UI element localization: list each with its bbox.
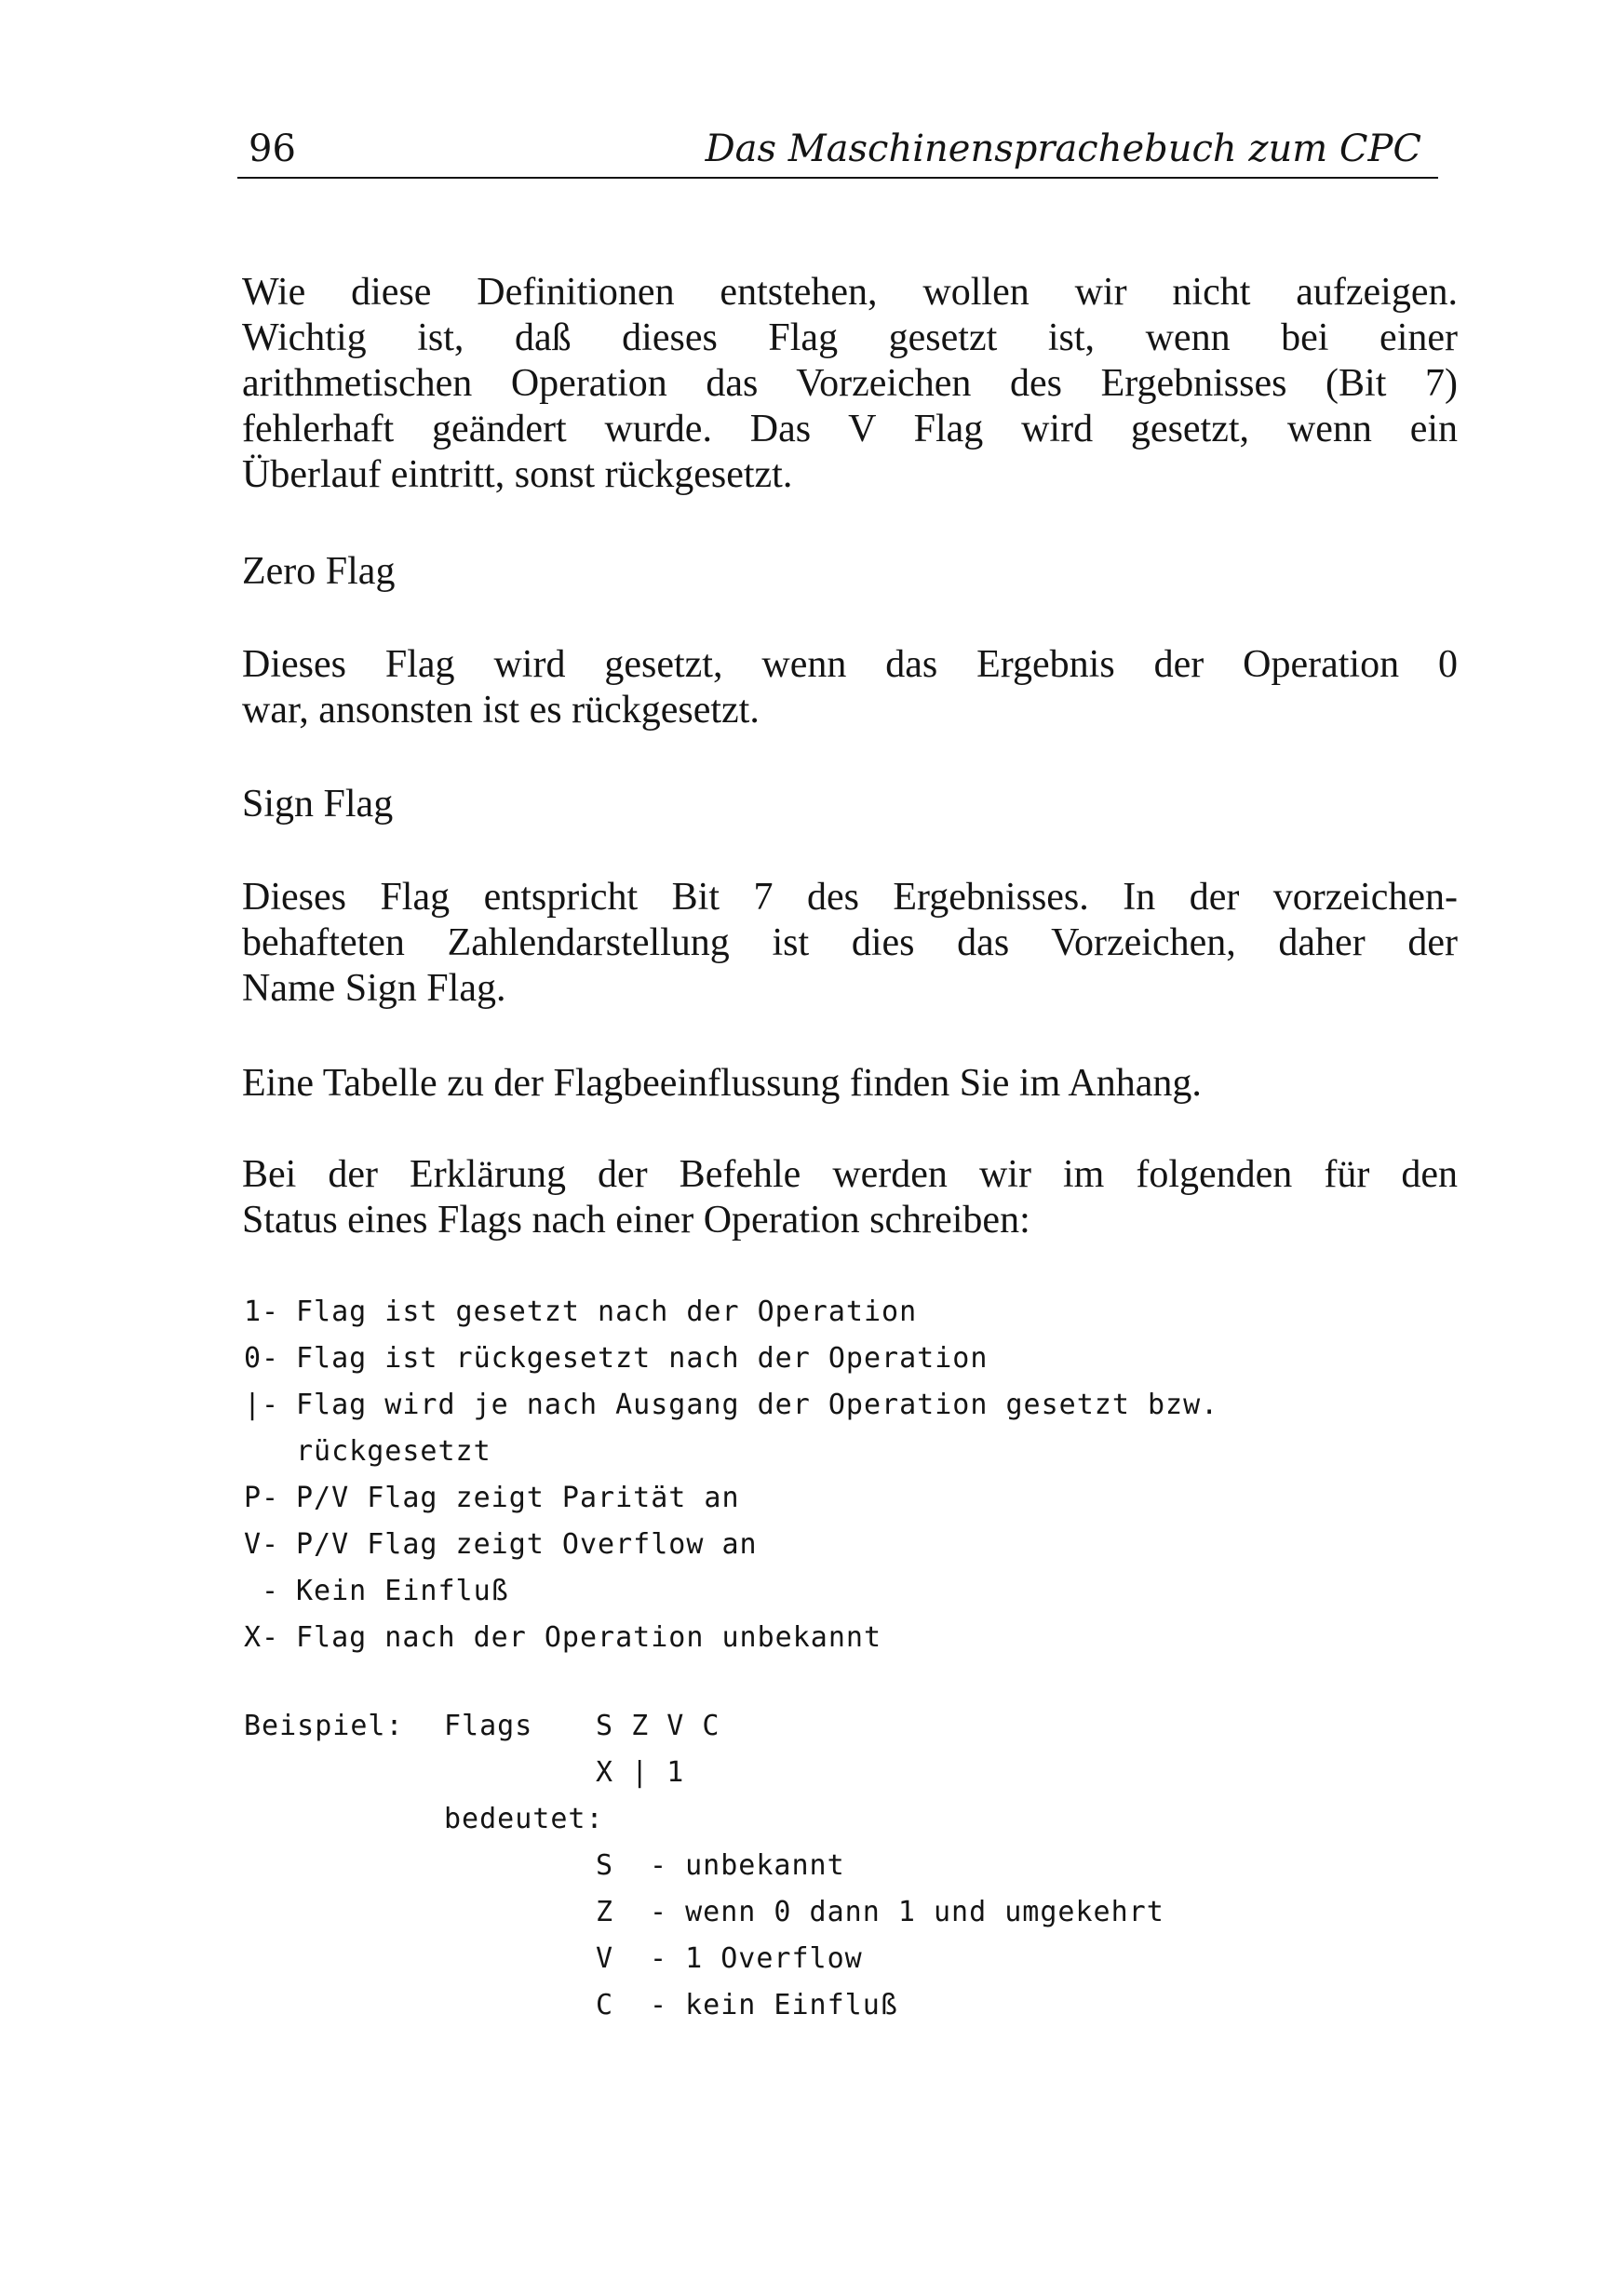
meaning-flag: C xyxy=(596,1989,614,2021)
legend-text: rückgesetzt xyxy=(296,1435,491,1468)
text-line: behafteten Zahlendarstellung ist dies das Vorzeichen, daher der xyxy=(242,921,1458,964)
text-line: arithmetischen Operation das Vorzeichen des Ergebnisses (Bit 7) xyxy=(242,362,1458,405)
flags-header: S Z V C xyxy=(596,1710,720,1742)
example-block xyxy=(244,1703,1268,2075)
meaning-flag: V xyxy=(596,1942,614,1975)
legend-row xyxy=(244,1289,1268,1336)
page-number: 96 xyxy=(249,128,296,170)
sign-flag-paragraph xyxy=(242,875,1458,1012)
text-line: fehlerhaft geändert wurde. Das V Flag wird gesetzt, wenn ein xyxy=(242,408,1458,450)
legend-row xyxy=(244,1429,1268,1475)
text-line: Dieses Flag wird gesetzt, wenn das Ergebnis der Operation 0 xyxy=(242,643,1458,686)
legend-text: P/V Flag zeigt Parität an xyxy=(296,1482,740,1514)
legend-symbol: V- xyxy=(244,1528,280,1561)
meaning-flag: S xyxy=(596,1849,614,1882)
status-intro-paragraph xyxy=(242,1152,1458,1243)
meaning-text: - kein Einfluß xyxy=(650,1989,898,2021)
example-label: Beispiel: xyxy=(244,1710,404,1742)
legend-row xyxy=(244,1336,1268,1382)
page-header xyxy=(237,121,1438,179)
legend-row xyxy=(244,1522,1268,1568)
legend-symbol: 1- xyxy=(244,1296,280,1328)
legend-text: Flag ist rückgesetzt nach der Operation xyxy=(296,1342,989,1375)
legend-row xyxy=(244,1568,1268,1615)
legend-row xyxy=(244,1615,1268,1661)
zero-flag-heading: Zero Flag xyxy=(242,550,396,593)
legend-text: P/V Flag zeigt Overflow an xyxy=(296,1528,758,1561)
text-line: Überlauf eintritt, sonst rückgesetzt. xyxy=(242,453,793,496)
meaning-text: - 1 Overflow xyxy=(650,1942,863,1975)
table-note: Eine Tabelle zu der Flagbeeinflussung finden Sie im Anhang. xyxy=(242,1062,1202,1105)
legend-symbol: 0- xyxy=(244,1342,280,1375)
legend-text: Flag ist gesetzt nach der Operation xyxy=(296,1296,918,1328)
legend-row xyxy=(244,1382,1268,1429)
legend-row xyxy=(244,1475,1268,1522)
meaning-label: bedeutet: xyxy=(444,1803,604,1835)
sign-flag-heading: Sign Flag xyxy=(242,783,394,826)
zero-flag-paragraph xyxy=(242,642,1458,733)
text-line: Bei der Erklärung der Befehle werden wir im folgenden für den xyxy=(242,1153,1458,1196)
flags-values: X | 1 xyxy=(596,1756,685,1789)
meaning-text: - wenn 0 dann 1 und umgekehrt xyxy=(650,1896,1164,1928)
legend-symbol: P- xyxy=(244,1482,280,1514)
text-line: war, ansonsten ist es rückgesetzt. xyxy=(242,689,760,732)
text-line: Wie diese Definitionen entstehen, wollen wir nicht aufzeigen. xyxy=(242,271,1458,314)
running-title: Das Maschinensprachebuch zum CPC xyxy=(705,128,1421,170)
flags-label: Flags xyxy=(444,1710,533,1742)
legend-symbol: X- xyxy=(244,1621,280,1654)
text-line: Name Sign Flag. xyxy=(242,967,506,1010)
legend-symbol: - xyxy=(244,1575,280,1607)
text-line: Wichtig ist, daß dieses Flag gesetzt ist, wenn bei einer xyxy=(242,316,1458,359)
meaning-text: - unbekannt xyxy=(650,1849,845,1882)
legend-text: Flag wird je nach Ausgang der Operation gesetzt bzw. xyxy=(296,1389,1219,1421)
legend-text: Kein Einfluß xyxy=(296,1575,509,1607)
legend-text: Flag nach der Operation unbekannt xyxy=(296,1621,882,1654)
intro-paragraph xyxy=(242,270,1458,498)
meaning-flag: Z xyxy=(596,1896,614,1928)
text-line: Status eines Flags nach einer Operation schreiben: xyxy=(242,1199,1030,1242)
text-line: Dieses Flag entspricht Bit 7 des Ergebnisses. In der vorzeichen- xyxy=(242,876,1458,919)
legend-symbol: |- xyxy=(244,1389,280,1421)
flag-status-legend xyxy=(244,1289,1268,1661)
